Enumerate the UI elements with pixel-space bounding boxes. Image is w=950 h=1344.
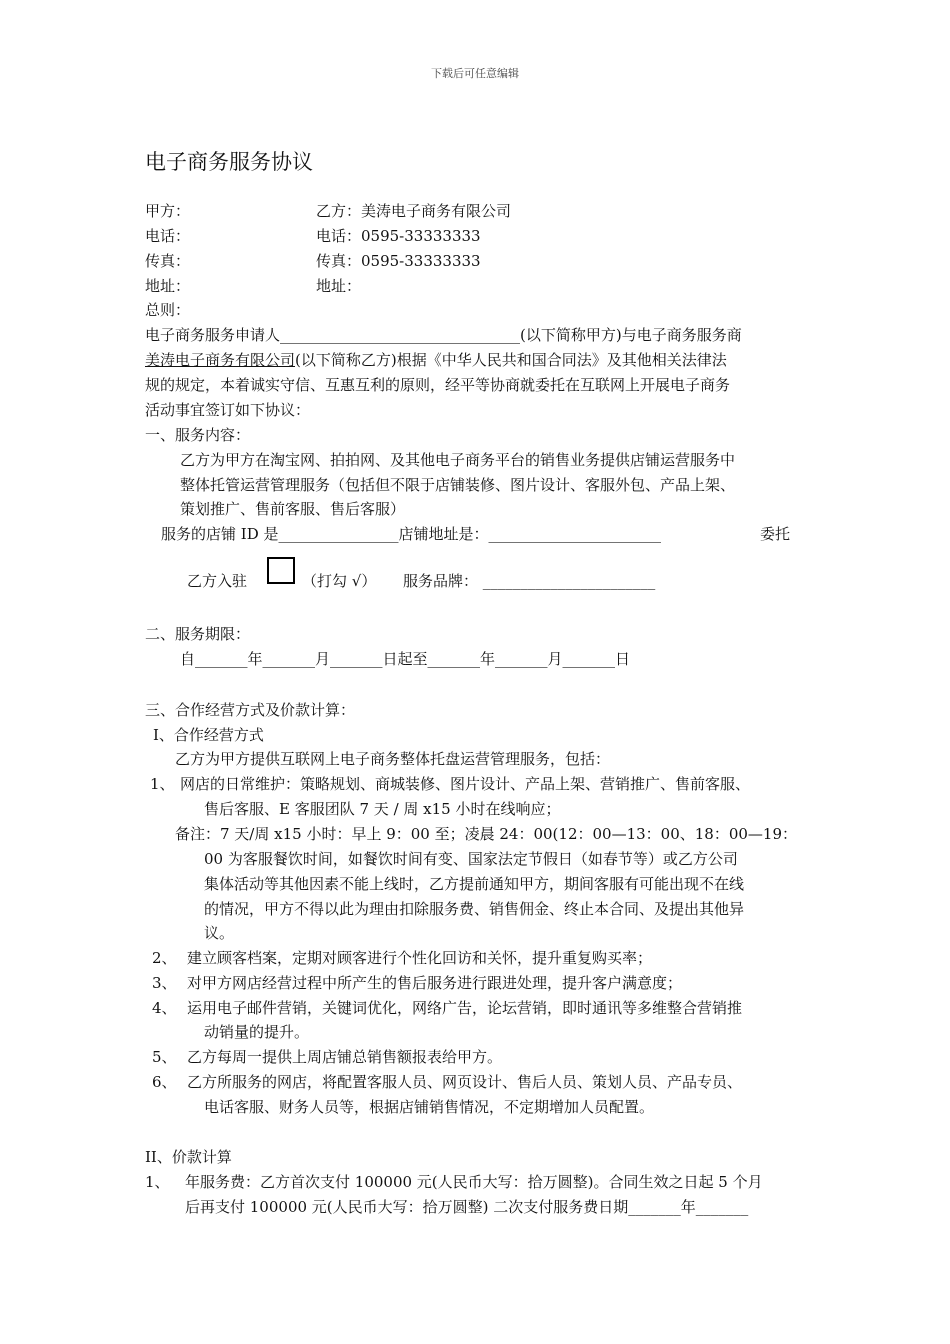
general-line-3: 规的规定，本着诚实守信、互惠互利的原则，经平等协商就委托在互联网上开展电子商务 xyxy=(145,376,731,394)
subsection-1-intro: 乙方为甲方提供互联网上电子商务整体托盘运营管理服务，包括： xyxy=(175,750,611,768)
settle-checkbox[interactable] xyxy=(267,557,295,584)
item-4-line-2: 动销量的提升。 xyxy=(204,1023,310,1041)
item-3-text: 对甲方网店经营过程中所产生的售后服务进行跟进处理，提升客户满意度； xyxy=(187,974,683,992)
page-title: 电子商务服务协议 xyxy=(145,150,313,174)
party-a-phone: 电话： xyxy=(145,227,191,245)
section-1-line-2: 整体托管运营管理服务（包括但不限于店铺装修、图片设计、客服外包、产品上架、 xyxy=(180,476,736,494)
section-2-heading: 二、服务期限： xyxy=(145,625,251,643)
general-heading: 总则： xyxy=(145,301,191,319)
brand-line: 服务品牌： _______________________ xyxy=(403,572,656,590)
item-5-text: 乙方每周一提供上周店铺总销售额报表给甲方。 xyxy=(187,1048,503,1066)
item-4-line-1: 运用电子邮件营销，关键词优化，网络广告，论坛营销，即时通讯等多维整合营销推 xyxy=(187,999,743,1017)
settle-label: 乙方入驻 xyxy=(187,572,248,590)
price-item-number: 1、 xyxy=(145,1173,170,1191)
general-line-4: 活动事宜签订如下协议： xyxy=(145,401,311,419)
note-line-3: 集体活动等其他因素不能上线时，乙方提前通知甲方，期间客服有可能出现不在线 xyxy=(204,875,745,893)
item-4-number: 4、 xyxy=(152,999,177,1017)
party-b-name-underlined: 美涛电子商务有限公司 xyxy=(145,351,296,369)
item-3-number: 3、 xyxy=(152,974,177,992)
entrust-label: 委托 xyxy=(760,525,791,543)
general-line-2-rest: (以下简称乙方)根据《中华人民共和国合同法》及其他相关法律法 xyxy=(295,351,727,369)
subsection-2-heading: II、价款计算 xyxy=(145,1148,232,1166)
note-line-1: 备注：7 天/周 x15 小时：早上 9：00 至；凌晨 24：00(12：00—13：00、18：00—19： xyxy=(175,825,798,843)
tick-hint: （打勾 √） xyxy=(302,572,377,590)
shop-id-line: 服务的店铺 ID 是________________店铺地址是：_______________________ xyxy=(161,525,661,543)
item-2-number: 2、 xyxy=(152,949,177,967)
section-1-heading: 一、服务内容： xyxy=(145,426,251,444)
subsection-1-heading: I、合作经营方式 xyxy=(153,726,264,744)
party-a-address: 地址： xyxy=(145,277,191,295)
item-1-line-1: 网店的日常维护：策略规划、商城装修、图片设计、产品上架、营销推广、售前客服、 xyxy=(180,775,751,793)
note-line-2: 00 为客服餐饮时间，如餐饮时间有变、国家法定节假日（如春节等）或乙方公司 xyxy=(204,850,738,868)
section-1-line-3: 策划推广、售前客服、售后客服） xyxy=(180,500,406,518)
item-6-line-1: 乙方所服务的网店，将配置客服人员、网页设计、售后人员、策划人员、产品专员、 xyxy=(187,1073,743,1091)
item-2-text: 建立顾客档案，定期对顾客进行个性化回访和关怀，提升重复购买率； xyxy=(187,949,653,967)
price-line-1: 年服务费：乙方首次支付 100000 元(人民币大写：拾万圆整)。合同生效之日起 5 个月 xyxy=(185,1173,763,1191)
party-b-label: 乙方：美涛电子商务有限公司 xyxy=(316,202,512,220)
header-note: 下载后可任意编辑 xyxy=(431,67,519,80)
section-1-line-1: 乙方为甲方在淘宝网、拍拍网、及其他电子商务平台的销售业务提供店铺运营服务中 xyxy=(180,451,736,469)
party-a-label: 甲方： xyxy=(145,202,191,220)
item-5-number: 5、 xyxy=(152,1048,177,1066)
party-a-fax: 传真： xyxy=(145,252,191,270)
section-3-heading: 三、合作经营方式及价款计算： xyxy=(145,701,356,719)
party-b-address: 地址： xyxy=(316,277,362,295)
general-line-1: 电子商务服务申请人________________________________(以下简称甲方)与电子商务服务商 xyxy=(145,326,742,344)
party-b-phone: 电话：0595-33333333 xyxy=(316,227,481,245)
service-period: 自_______年_______月_______日起至_______年_______月_______日 xyxy=(180,650,631,668)
general-line-2 xyxy=(145,350,727,370)
price-line-2: 后再支付 100000 元(人民币大写：拾万圆整) 二次支付服务费日期_______年_______ xyxy=(185,1198,749,1216)
item-6-number: 6、 xyxy=(152,1073,177,1091)
note-line-5: 议。 xyxy=(204,924,235,942)
item-1-number: 1、 xyxy=(150,775,175,793)
item-1-line-2: 售后客服、E 客服团队 7 天 / 周 x15 小时在线响应； xyxy=(204,800,561,818)
note-line-4: 的情况，甲方不得以此为理由扣除服务费、销售佣金、终止本合同、及提出其他异 xyxy=(204,900,745,918)
party-b-fax: 传真：0595-33333333 xyxy=(316,252,481,270)
item-6-line-2: 电话客服、财务人员等，根据店铺销售情况，不定期增加人员配置。 xyxy=(204,1098,655,1116)
